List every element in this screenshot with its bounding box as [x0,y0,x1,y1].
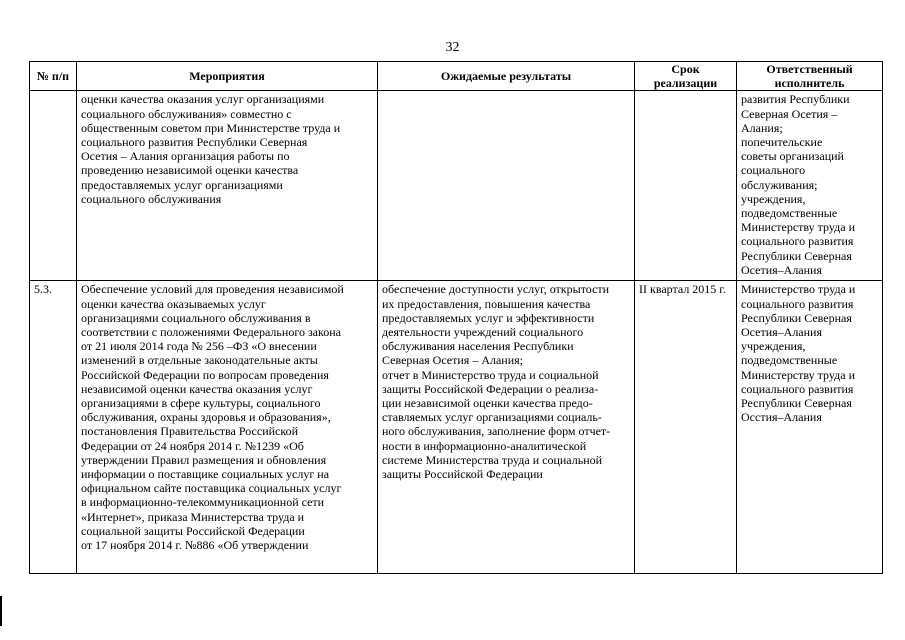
header-activities: Мероприятия [77,62,378,91]
table-row [30,91,883,281]
cell-responsible: развития Республики Северная Осетия – Алания; попечительские советы организаций социального обслуживания; учреждения, подведомственные Министерству труда и социального развития Республики Северная Осетия–Алания [737,91,883,281]
header-responsible: Ответственный исполнитель [737,62,883,91]
cell-results [378,91,635,281]
header-num: № п/п [30,62,77,91]
cell-num [30,91,77,281]
cell-activities: оценки качества оказания услуг организациями социального обслуживания» совместно с общественным советом при Министерстве труда и социального развития Республики Северная Осетия – Алания организация работы по проведению независимой оценки качества предоставляемых услуг организациями социального обслуживания [77,91,378,281]
cell-deadline: II квартал 2015 г. [635,281,737,574]
cell-results: обеспечение доступности услуг, открытости их предоставления, повышения качества предоставляемых услуг и эффективности деятельности учреждений социального обслуживания населения Республики Северная Осетия – Алания; отчет в Министерство труда и социальной защиты Российской Федерации о реализа- ции независимой оценки качества предо- ставляемых услуг организациями социаль- ного обслуживания, заполнение форм отчет- ности в информационно-аналитической системе Министерства труда и социальной защиты Российской Федерации [378,281,635,574]
page-number: 32 [445,40,460,55]
header-deadline: Срок реализации [635,62,737,91]
cell-deadline [635,91,737,281]
cell-activities: Обеспечение условий для проведения независимой оценки качества оказываемых услуг организациями социального обслуживания в соответствии с положениями Федерального закона от 21 июля 2014 года № 256 –ФЗ «О внесении изменений в отдельные законодательные акты Российской Федерации по вопросам проведения независимой оценки качества оказания услуг организациями в сфере культуры, социального обслуживания, охраны здоровья и образования», постановления Правительства Российской Федерации от 24 ноября 2014 г. №1239 «Об утверждении Правил размещения и обновления информации о поставщике социальных услуг на официальном сайте поставщика социальных услуг в информационно-телекоммуникационной сети «Интернет», приказа Министерства труда и социальной защиты Российской Федерации от 17 ноября 2014 г. №886 «Об утверждении [77,281,378,574]
cell-num: 5.3. [30,281,77,574]
scan-edge-mark [0,596,2,626]
cell-responsible: Министерство труда и социального развития Республики Северная Осетия–Алания учреждения, подведомственные Министерству труда и социального развития Республики Северная Осстия–Алания [737,281,883,574]
activities-table [29,61,883,574]
header-results: Ожидаемые результаты [378,62,635,91]
table-header-row [30,62,883,91]
table-row [30,281,883,574]
